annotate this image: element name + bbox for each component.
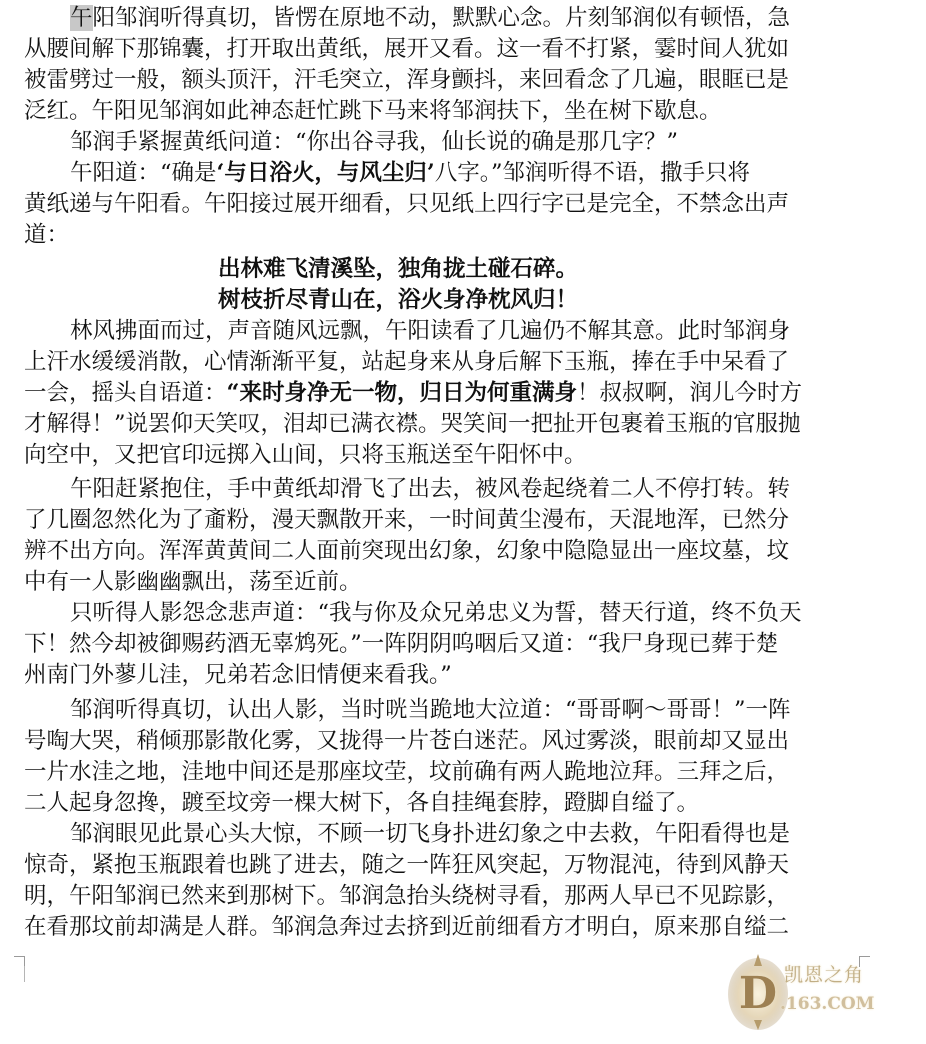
- text-line: [0, 535, 926, 567]
- text-line: [0, 377, 926, 409]
- text-run: 午阳赶紧抱住，手中黄纸却滑飞了出去，被风卷起绕着二人不停打转。转: [70, 476, 791, 502]
- text-run: 一会，摇头自语道：: [24, 380, 227, 406]
- text-line: [0, 253, 926, 285]
- text-line: [0, 188, 926, 220]
- text-line: [0, 756, 926, 788]
- text-line: [0, 219, 926, 251]
- text-run: 午阳道：“确是: [70, 160, 217, 186]
- text-line: [0, 408, 926, 440]
- text-line: [0, 95, 926, 127]
- text-run: 号啕大哭，稍倾那影散化雾，又拢得一片苍白迷茫。风过雾淡，眼前却又显出: [24, 728, 790, 754]
- text-run: 才解得！”说罢仰天笑叹，泪却已满衣襟。哭笑间一把扯开包裹着玉瓶的官服抛: [24, 411, 801, 437]
- text-run: 惊奇，紧抱玉瓶跟着也跳了进去，随之一阵狂风突起，万物混沌，待到风静天: [24, 852, 790, 878]
- text-run: 中有一人影幽幽飘出，荡至近前。: [24, 569, 362, 595]
- bold-text-run: “来时身净无一物，归日为何重满身: [226, 380, 577, 406]
- text-run: 八字。”邹润听得不语，撒手只将: [434, 160, 750, 186]
- text-line: [0, 659, 926, 691]
- text-line: [0, 725, 926, 757]
- text-run: 二人起身忽搀，踱至坟旁一棵大树下，各自挂绳套脖，蹬脚自缢了。: [24, 790, 700, 816]
- text-run: 州南门外蓼儿洼，兄弟若念旧情便来看我。”: [24, 662, 452, 688]
- text-run: 邹润手紧握黄纸问道：“你出谷寻我，仙长说的确是那几字？”: [70, 129, 679, 155]
- text-run: 了几圈忽然化为了齑粉，漫天飘散开来，一时间黄尘漫布，天混地浑，已然分: [24, 507, 790, 533]
- watermark-domain: .163.COM: [780, 994, 875, 1014]
- text-run: 邹润听得真切，认出人影，当时咣当跪地大泣道：“哥哥啊～哥哥！”一阵: [70, 697, 791, 723]
- bold-text-run: 出林难飞清溪坠，独角拢土碰石碎。: [218, 256, 579, 282]
- text-run: 在看那坟前却满是人群。邹润急奔过去挤到近前细看方才明白，原来那自缢二: [24, 914, 790, 940]
- text-run: 上汗水缓缓消散，心情渐渐平复，站起身来从身后解下玉瓶，捧在手中呆看了: [24, 349, 790, 375]
- text-line: [0, 473, 926, 505]
- text-line: [0, 628, 926, 660]
- watermark-site-name: 凯恩之角: [784, 964, 865, 986]
- text-run: 只听得人影怨念悲声道：“我与你及众兄弟忠义为誓，替天行道，终不负天: [70, 600, 802, 626]
- text-line: [0, 126, 926, 158]
- text-line: [0, 597, 926, 629]
- site-watermark: [724, 950, 914, 1034]
- text-run: 从腰间解下那锦囊，打开取出黄纸，展开又看。这一看不打紧，霎时间人犹如: [24, 36, 790, 62]
- text-line: [0, 880, 926, 912]
- text-run: 邹润眼见此景心头大惊，不顾一切飞身扑进幻象之中去救，午阳看得也是: [70, 821, 791, 847]
- text-line: [0, 849, 926, 881]
- svg-text:D: D: [738, 968, 778, 1019]
- text-run: 被雷劈过一般，额头顶汗，汗毛突立，浑身颤抖，来回看念了几遍，眼眶已是: [24, 67, 790, 93]
- text-line: [0, 33, 926, 65]
- text-line: [0, 566, 926, 598]
- text-run: 道：: [24, 222, 70, 248]
- text-line: [0, 2, 926, 34]
- text-line: [0, 64, 926, 96]
- text-run: 阳邹润听得真切，皆愣在原地不动，默默心念。片刻邹润似有顿悟，急: [92, 5, 791, 31]
- text-run: 黄纸递与午阳看。午阳接过展开细看，只见纸上四行字已是完全，不禁念出声: [24, 191, 790, 217]
- text-line: [0, 157, 926, 189]
- text-line: [0, 346, 926, 378]
- text-line: [0, 818, 926, 850]
- bold-text-run: 树枝折尽青山在，浴火身净枕风归！: [218, 287, 579, 313]
- text-line: [0, 284, 926, 316]
- bold-text-run: ‘与日浴火，与风尘归’: [216, 160, 435, 186]
- text-line: [0, 315, 926, 347]
- text-run: 林风拂面而过，声音随风远飘，午阳读看了几遍仍不解其意。此时邹润身: [70, 318, 791, 344]
- text-run: 辨不出方向。浑浑黄黄间二人面前突现出幻象，幻象中隐隐显出一座坟墓，坟: [24, 538, 790, 564]
- text-cursor-highlight: 午: [70, 5, 93, 31]
- text-line: [0, 911, 926, 943]
- text-run: 一片水洼之地，洼地中间还是那座坟茔，坟前确有两人跪地泣拜。三拜之后，: [24, 759, 790, 785]
- text-run: ！叔叔啊，润儿今时方: [576, 380, 802, 406]
- text-run: 明，午阳邹润已然来到那树下。邹润急抬头绕树寻看，那两人早已不见踪影，: [24, 883, 790, 909]
- page-margin-line: [24, 966, 25, 982]
- text-run: 泛红。午阳见邹润如此神态赶忙跳下马来将邹润扶下，坐在树下歇息。: [24, 98, 722, 124]
- text-line: [0, 787, 926, 819]
- text-line: [0, 694, 926, 726]
- text-run: 下！然今却被御赐药酒无辜鸩死。”一阵阴阴呜咽后又道：“我尸身现已葬于楚: [24, 631, 779, 657]
- text-run: 向空中，又把官印远掷入山间，只将玉瓶送至午阳怀中。: [24, 442, 587, 468]
- text-line: [0, 504, 926, 536]
- text-line: [0, 439, 926, 471]
